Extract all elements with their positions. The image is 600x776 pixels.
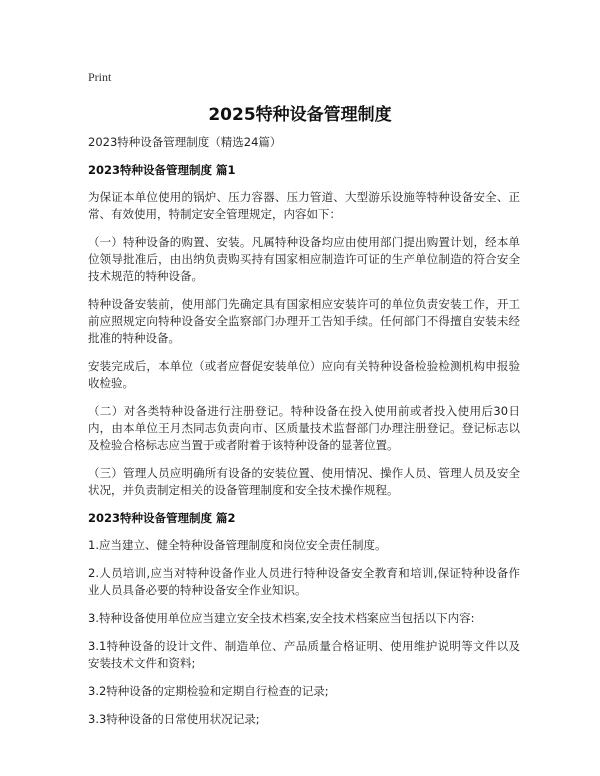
paragraph: 3.2特种设备的定期检验和定期自行检查的记录; [88,684,329,698]
print-link[interactable]: Print [88,70,112,84]
section-heading-1: 2023特种设备管理制度 篇1 [88,163,236,177]
paragraph: （三）管理人员应明确所有设备的安装位置、使用情况、操作人员、管理人员及安全状况，并负责制定相关的设备管理制度和安全技术操作规程。 [88,466,520,497]
document-subtitle: 2023特种设备管理制度（精选24篇） [88,135,282,149]
document-title: 2025特种设备管理制度 [208,105,392,125]
paragraph: 特种设备安装前，使用部门先确定具有国家相应安装许可的单位负责安装工作，开工前应照规定向特种设备安全监察部门办理开工告知手续。任何部门不得擅自安装未经批准的特种设备。 [88,297,520,345]
paragraph: 3.3特种设备的日常使用状况记录; [88,712,260,726]
section-heading-2: 2023特种设备管理制度 篇2 [88,511,236,525]
paragraph: 1.应当建立、健全特种设备管理制度和岗位安全责任制度。 [88,538,387,552]
paragraph: 为保证本单位使用的锅炉、压力容器、压力管道、大型游乐设施等特种设备安全、正常、有效使用，特制定安全管理规定，内容如下： [88,190,520,221]
paragraph: （一）特种设备的购置、安装。凡属特种设备均应由使用部门提出购置计划，经本单位领导批准后，由出纳负责购买持有国家相应制造许可证的生产单位制造的符合安全技术规范的特种设备。 [88,235,520,283]
paragraph: 3.1特种设备的设计文件、制造单位、产品质量合格证明、使用维护说明等文件以及安装技术文件和资料; [88,639,520,670]
paragraph: 2.人员培训,应当对特种设备作业人员进行特种设备安全教育和培训,保证特种设备作业人员具备必要的特种设备安全作业知识。 [88,566,520,597]
document-body [88,134,520,739]
paragraph: 3.特种设备使用单位应当建立安全技术档案,安全技术档案应当包括以下内容: [88,611,475,625]
paragraph: 安装完成后，本单位（或者应督促安装单位）应向有关特种设备检验检测机构申报验收检验。 [88,359,520,390]
paragraph: （二）对各类特种设备进行注册登记。特种设备在投入使用前或者投入使用后30日内，由本单位王月杰同志负责向市、区质量技术监督部门办理注册登记。登记标志以及检验合格标志应当置于或者附着于该特种设备的显著位置。 [88,404,520,452]
